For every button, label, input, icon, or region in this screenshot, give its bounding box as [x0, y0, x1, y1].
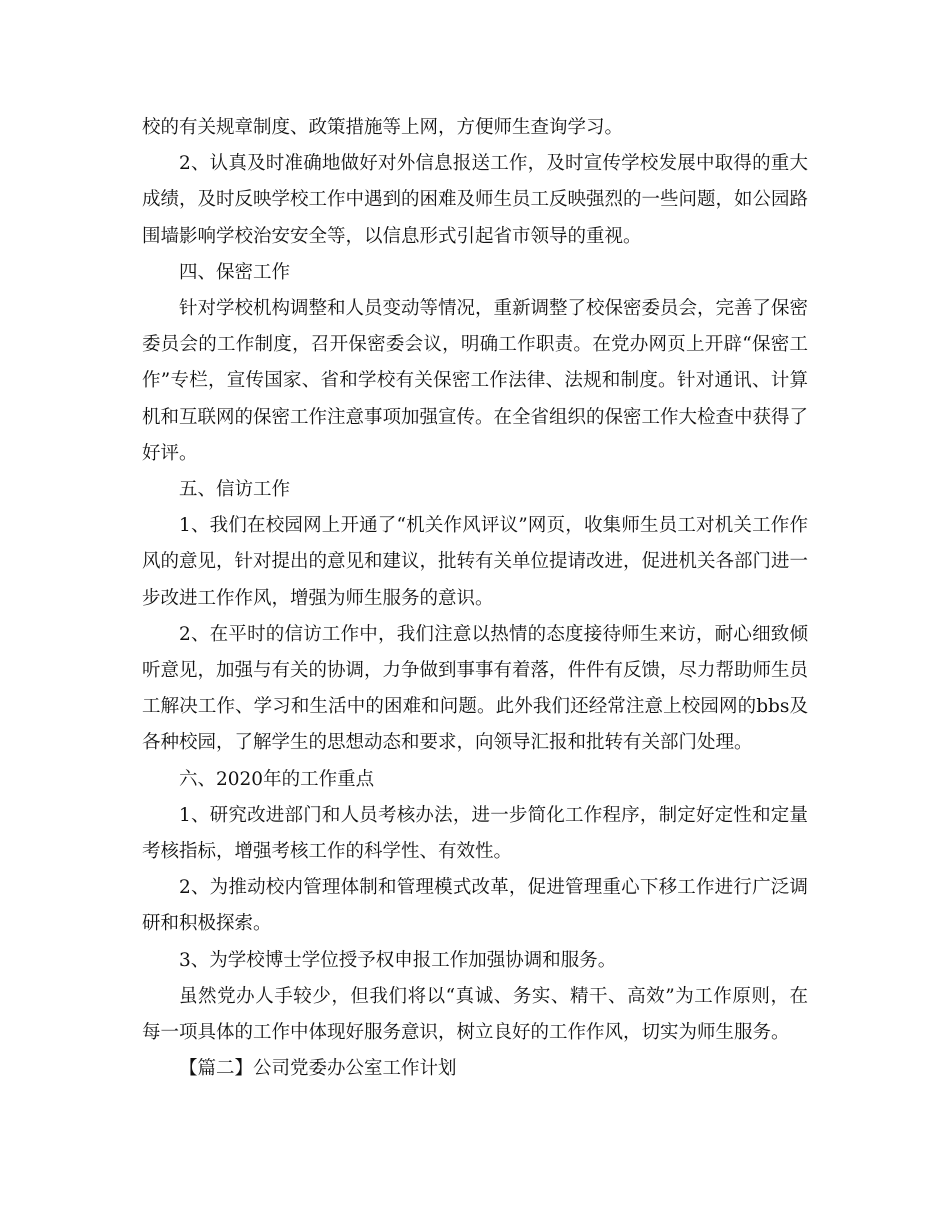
section-heading-confidentiality: 四、保密工作 — [179, 261, 291, 283]
section-heading-priorities: 六、2020年的工作重点 — [179, 768, 375, 790]
paragraph-7: 2、为推动校内管理体制和管理模式改革，促进管理重心下移工作进行广泛调研和积极探索。 — [142, 877, 808, 935]
paragraph-8: 3、为学校博士学位授予权申报工作加强协调和服务。 — [179, 949, 617, 971]
paragraph-1: 校的有关规章制度、政策措施等上网，方便师生查询学习。 — [142, 117, 624, 138]
paragraph-3: 针对学校机构调整和人员变动等情况，重新调整了校保密委员会，完善了保密委员会的工作制度，召开保密委会议，明确工作职责。在党办网页上开辟“保密工作”专栏，宣传国家、省和学校有关保密工作法律、法规和制度。针对通讯、计算机和互联网的保密工作注意事项加强宣传。在全省组织的保密工作大检查中获得了好评。 — [142, 298, 809, 464]
article-heading-part-two: 【篇二】公司党委办公室工作计划 — [179, 1058, 457, 1080]
paragraph-2: 2、认真及时准确地做好对外信息报送工作，及时宣传学校发展中取得的重大成绩，及时反映学校工作中遇到的困难及师生员工反映强烈的一些问题，如公园路围墙影响学校治安安全等，以信息形式引起省市领导的重视。 — [142, 153, 809, 247]
paragraph-6: 1、研究改进部门和人员考核办法，进一步简化工作程序，制定好定性和定量考核指标，增强考核工作的科学性、有效性。 — [142, 804, 808, 863]
paragraph-4: 1、我们在校园网上开通了“机关作风评议”网页，收集师生员工对机关工作作风的意见，针对提出的意见和建议，批转有关单位提请改进，促进机关各部门进一步改进工作作风，增强为师生服务的意识。 — [142, 515, 809, 609]
paragraph-9: 虽然党办人手较少，但我们将以“真诚、务实、精干、高效”为工作原则，在每一项具体的工作中体现好服务意识，树立良好的工作作风，切实为师生服务。 — [142, 985, 808, 1044]
document-body — [142, 110, 808, 1087]
paragraph-5: 2、在平时的信访工作中，我们注意以热情的态度接待师生来访，耐心细致倾听意见，加强与有关的协调，力争做到事事有着落，件件有反馈，尽力帮助师生员工解决工作、学习和生活中的困难和问题。此外我们还经常注意上校园网的bbs及各种校园，了解学生的思想动态和要求，向领导汇报和批转有关部门处理。 — [142, 623, 809, 754]
section-heading-petitions: 五、信访工作 — [179, 479, 291, 501]
